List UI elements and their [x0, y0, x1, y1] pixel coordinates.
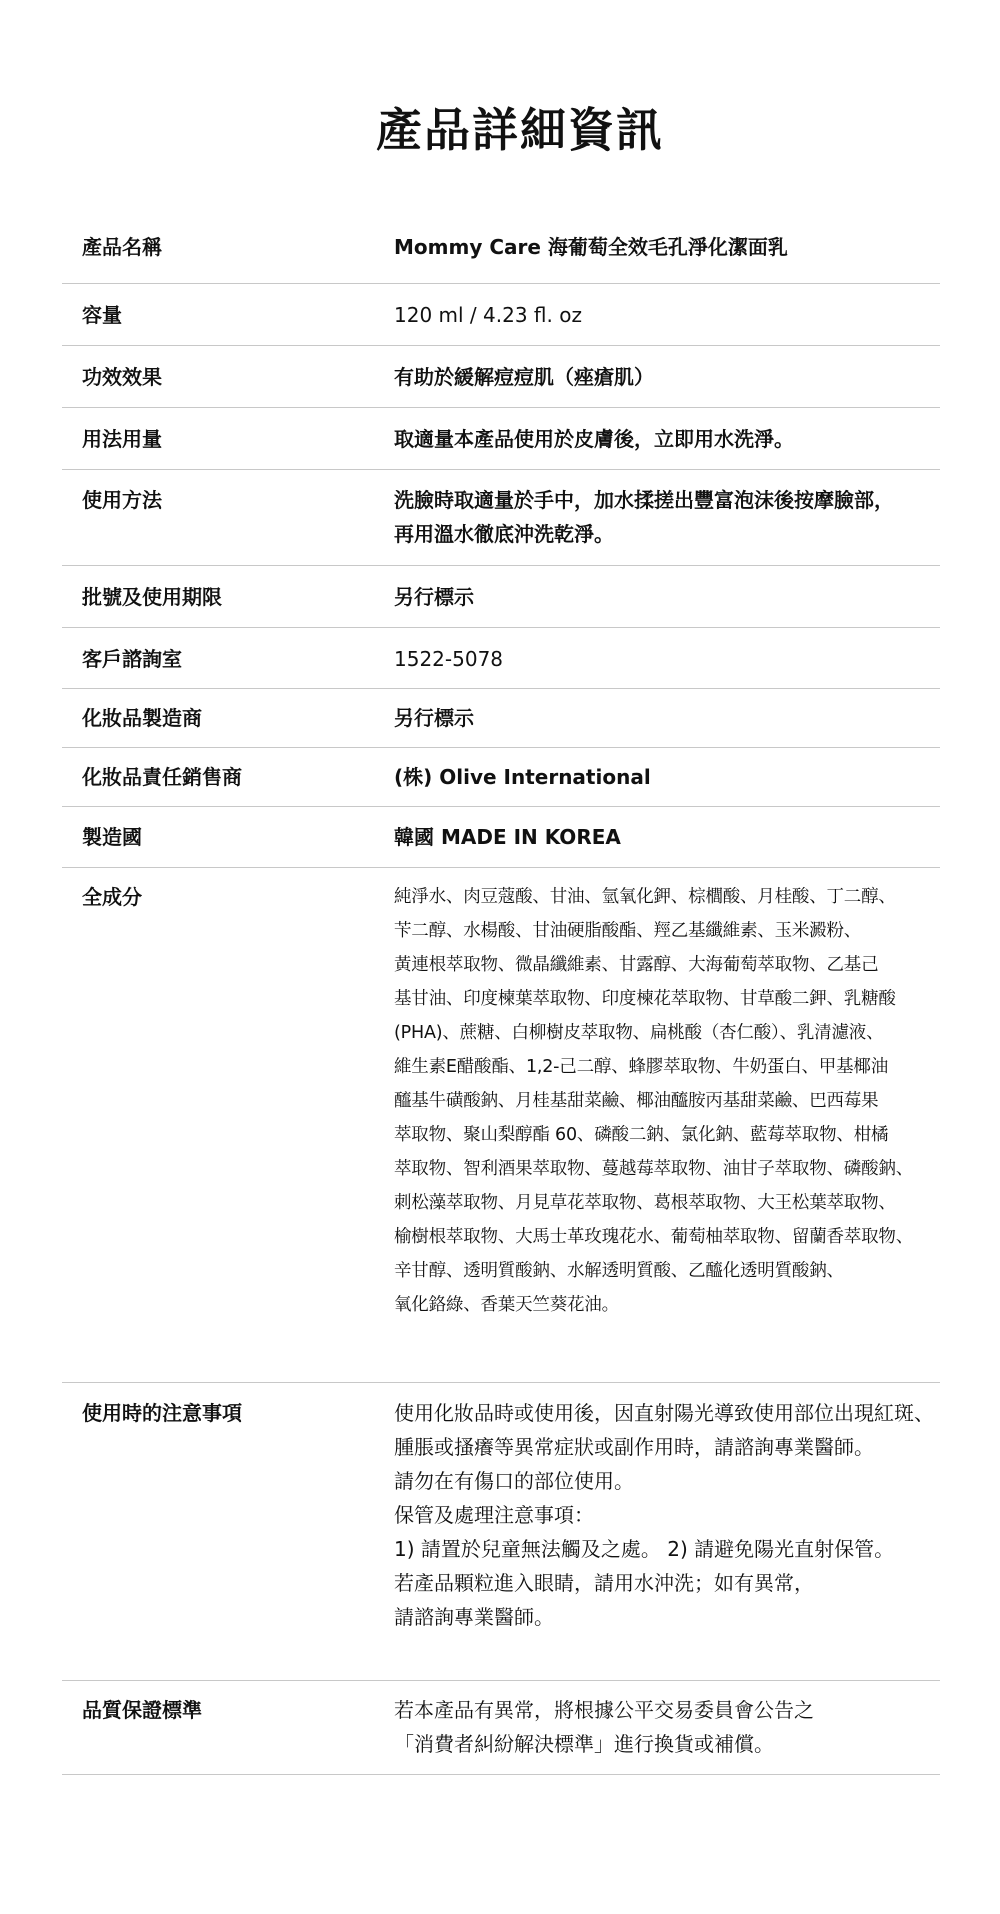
row-value: 另行標示 [394, 585, 474, 609]
table-row-manufacturer [62, 689, 940, 748]
table-row-dosage [62, 408, 940, 470]
row-label: 客戶諮詢室 [82, 647, 182, 671]
row-label: 功效效果 [82, 365, 162, 389]
table-row-efficacy [62, 346, 940, 408]
row-value: 純淨水、肉豆蔻酸、甘油、氫氧化鉀、棕櫚酸、月桂酸、丁二醇、 苄二醇、水楊酸、甘油硬脂酸酯、羥乙基纖維素、玉米澱粉、 黃連根萃取物、微晶纖維素、甘露醇、大海葡萄萃取物、乙基己 基甘油、印度楝葉萃取物、印度楝花萃取物、甘草酸二鉀、乳糖酸 (PHA)、蔗糖、白柳樹皮萃取物、扁桃酸（杏仁酸）、乳清濾液、 維生素E醋酸酯、1,2-己二醇、蜂膠萃取物、牛奶蛋白、甲基椰油 醯基牛磺酸鈉、月桂基甜菜鹼、椰油醯胺丙基甜菜鹼、巴西莓果 萃取物、聚山梨醇酯 60、磷酸二鈉、氯化鈉、藍莓萃取物、柑橘 萃取物、智利酒果萃取物、蔓越莓萃取物、油甘子萃取物、磷酸鈉、 刺松藻萃取物、月見草花萃取物、葛根萃取物、大王松葉萃取物、 榆樹根萃取物、大馬士革玫瑰花水、葡萄柚萃取物、留蘭香萃取物、 辛甘醇、透明質酸鈉、水解透明質酸、乙醯化透明質酸鈉、 氧化鉻綠、香葉天竺葵花油。 [394, 887, 913, 1315]
row-value: 韓國 MADE IN KOREA [394, 825, 621, 849]
table-row-usage [62, 470, 940, 566]
row-label: 品質保證標準 [82, 1698, 202, 1722]
table-row-product-name [62, 222, 940, 284]
row-label: 製造國 [82, 825, 142, 849]
table-row-customer-service [62, 628, 940, 689]
table-row-precautions [62, 1383, 940, 1681]
row-value: Mommy Care 海葡萄全效毛孔淨化潔面乳 [394, 235, 788, 259]
page-title: 產品詳細資訊 [376, 103, 664, 157]
table-row-country [62, 807, 940, 868]
row-value: 有助於緩解痘痘肌（痤瘡肌） [394, 365, 654, 389]
row-value: 另行標示 [394, 706, 474, 730]
row-label: 產品名稱 [82, 235, 162, 259]
table-row-distributor [62, 748, 940, 807]
row-label: 化妝品責任銷售商 [82, 765, 242, 789]
row-label: 全成分 [82, 885, 142, 909]
row-value: 洗臉時取適量於手中，加水揉搓出豐富泡沫後按摩臉部， 再用溫水徹底沖洗乾淨。 [394, 488, 894, 546]
row-value: 使用化妝品時或使用後，因直射陽光導致使用部位出現紅斑、 腫脹或搔癢等異常症狀或副作用時，請諮詢專業醫師。 請勿在有傷口的部位使用。 保管及處理注意事項： 1) 請置於兒童無法觸及之處。 2) 請避免陽光直射保管。 若產品顆粒進入眼睛，請用水沖洗；如有異常， 請諮詢專業醫師。 [394, 1401, 934, 1629]
table-row-batch-expiry [62, 566, 940, 628]
product-info-table [62, 222, 940, 1775]
row-label: 用法用量 [82, 427, 162, 451]
row-label: 化妝品製造商 [82, 706, 202, 730]
row-label: 使用方法 [82, 488, 162, 512]
row-value: 取適量本產品使用於皮膚後，立即用水洗淨。 [394, 427, 794, 451]
row-label: 使用時的注意事項 [82, 1401, 242, 1425]
row-value: 若本產品有異常，將根據公平交易委員會公告之 「消費者糾紛解決標準」進行換貨或補償。 [394, 1698, 814, 1756]
row-label: 容量 [82, 303, 122, 327]
row-value: 120 ml / 4.23 fl. oz [394, 303, 582, 327]
row-value: 1522-5078 [394, 647, 504, 671]
table-row-quality-guarantee [62, 1681, 940, 1775]
row-value: (株) Olive International [394, 765, 651, 789]
table-row-ingredients [62, 868, 940, 1383]
table-row-volume [62, 284, 940, 346]
row-label: 批號及使用期限 [82, 585, 222, 609]
